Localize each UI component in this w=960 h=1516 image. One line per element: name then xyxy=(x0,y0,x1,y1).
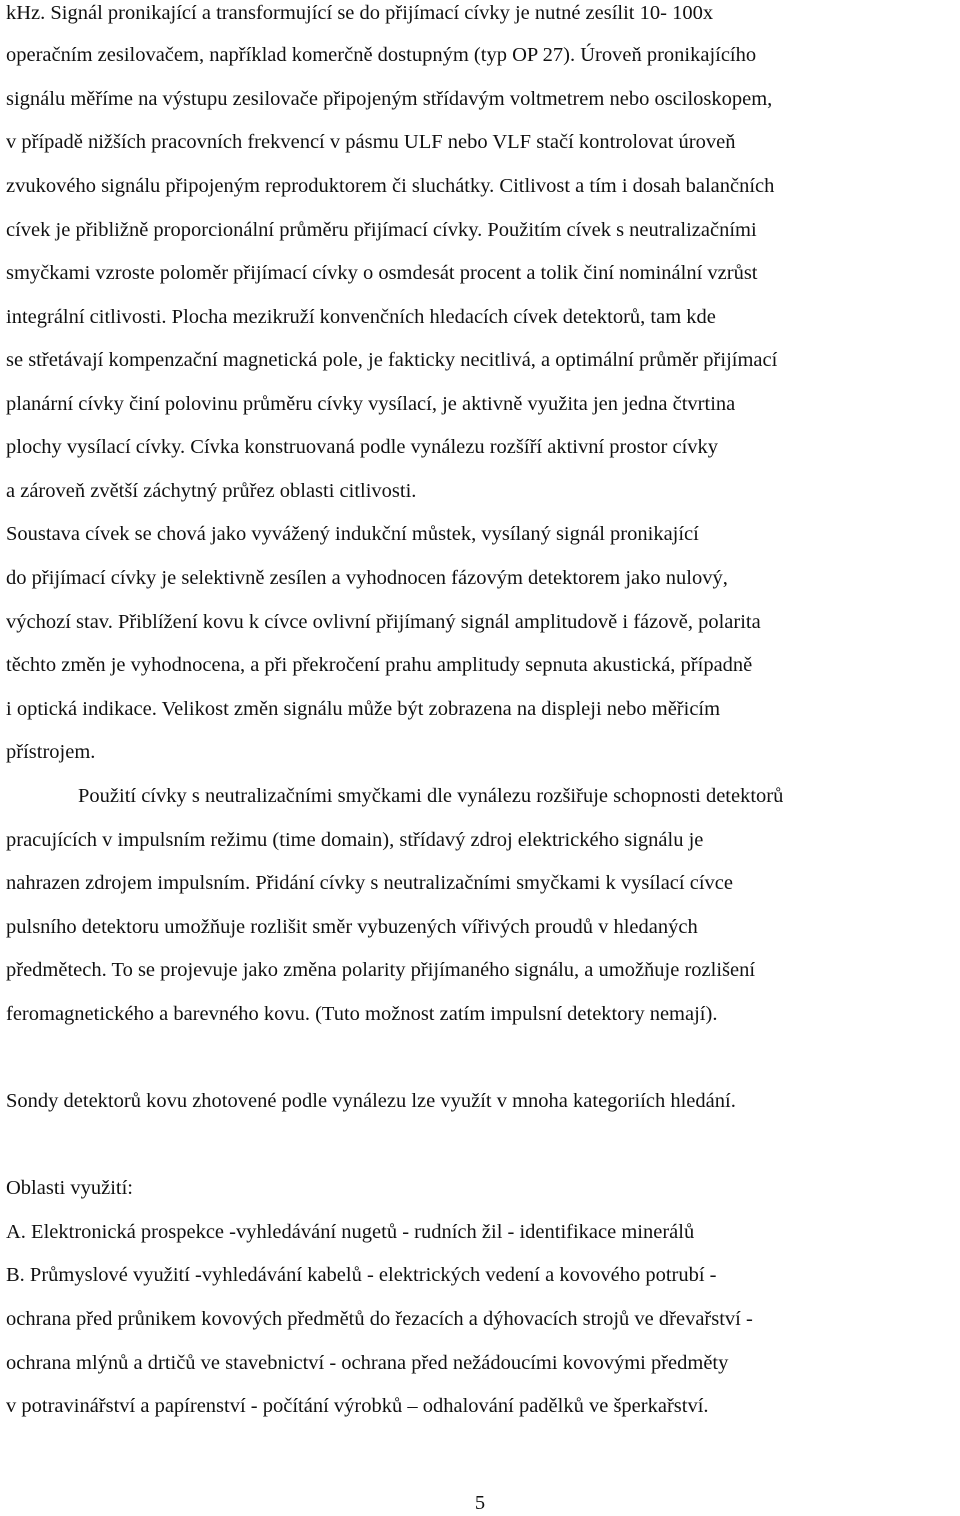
text-line: a zároveň zvětší záchytný průřez oblasti citlivosti. xyxy=(6,480,417,502)
text-line: plochy vysílací cívky. Cívka konstruovaná podle vynálezu rozšíří aktivní prostor cívky xyxy=(6,436,719,458)
text-line: feromagnetického a barevného kovu. (Tuto možnost zatím impulsní detektory nemají). xyxy=(6,1003,718,1025)
text-line: planární cívky činí polovinu průměru cívky vysílací, je aktivně využita jen jedna čtvrtina xyxy=(6,393,736,415)
text-line: Sondy detektorů kovu zhotovené podle vynálezu lze využít v mnoha kategoriích hledání. xyxy=(6,1090,736,1112)
text-line: Použití cívky s neutralizačními smyčkami dle vynálezu rozšiřuje schopnosti detektorů xyxy=(78,785,784,807)
text-line: operačním zesilovačem, například komerčně dostupným (typ OP 27). Úroveň pronikajícího xyxy=(6,44,757,66)
text-line: zvukového signálu připojeným reproduktorem či sluchátky. Citlivost a tím i dosah balančních xyxy=(6,175,775,197)
text-line: výchozí stav. Přiblížení kovu k cívce ovlivní přijímaný signál amplitudově i fázově, polarita xyxy=(6,611,761,633)
text-line: i optická indikace. Velikost změn signálu může být zobrazena na displeji nebo měřicím xyxy=(6,698,721,720)
text-line: pulsního detektoru umožňuje rozlišit směr vybuzených vířivých proudů v hledaných xyxy=(6,916,698,938)
list-item: B. Průmyslové využití -vyhledávání kabelů - elektrických vedení a kovového potrubí - xyxy=(6,1264,717,1286)
text-line: ochrana mlýnů a drtičů ve stavebnictví - ochrana před nežádoucími kovovými předměty xyxy=(6,1352,729,1374)
list-item: A. Elektronická prospekce -vyhledávání nugetů - rudních žil - identifikace minerálů xyxy=(6,1221,695,1243)
text-line: ochrana před průnikem kovových předmětů do řezacích a dýhovacích strojů ve dřevařství - xyxy=(6,1308,753,1330)
text-line: smyčkami vzroste poloměr přijímací cívky o osmdesát procent a tolik činí nominální vzrůst xyxy=(6,262,758,284)
page-number: 5 xyxy=(474,1492,486,1514)
text-line: integrální citlivosti. Plocha mezikruží konvenčních hledacích cívek detektorů, tam kde xyxy=(6,306,716,328)
text-line: v potravinářství a papírenství - počítání výrobků – odhalování padělků ve šperkařství. xyxy=(6,1395,709,1417)
text-line: se střetávají kompenzační magnetická pole, je fakticky necitlivá, a optimální průměr přijímací xyxy=(6,349,778,371)
text-line: Soustava cívek se chová jako vyvážený indukční můstek, vysílaný signál pronikající xyxy=(6,523,699,545)
text-line: těchto změn je vyhodnocena, a při překročení prahu amplitudy sepnuta akustická, případně xyxy=(6,654,753,676)
text-line: v případě nižších pracovních frekvencí v pásmu ULF nebo VLF stačí kontrolovat úroveň xyxy=(6,131,736,153)
text-line: cívek je přibližně proporcionální průměru přijímací cívky. Použitím cívek s neutralizačními xyxy=(6,219,757,241)
text-line: nahrazen zdrojem impulsním. Přidání cívky s neutralizačními smyčkami k vysílací cívce xyxy=(6,872,733,894)
list-heading: Oblasti využití: xyxy=(6,1177,133,1199)
text-line: do přijímací cívky je selektivně zesílen a vyhodnocen fázovým detektorem jako nulový, xyxy=(6,567,728,589)
text-line: pracujících v impulsním režimu (time domain), střídavý zdroj elektrického signálu je xyxy=(6,829,704,851)
text-line: kHz. Signál pronikající a transformující se do přijímací cívky je nutné zesílit 10- 100x xyxy=(6,2,714,24)
text-line: přístrojem. xyxy=(6,741,96,763)
text-line: předmětech. To se projevuje jako změna polarity přijímaného signálu, a umožňuje rozlišení xyxy=(6,959,756,981)
text-line: signálu měříme na výstupu zesilovače připojeným střídavým voltmetrem nebo osciloskopem, xyxy=(6,88,773,110)
